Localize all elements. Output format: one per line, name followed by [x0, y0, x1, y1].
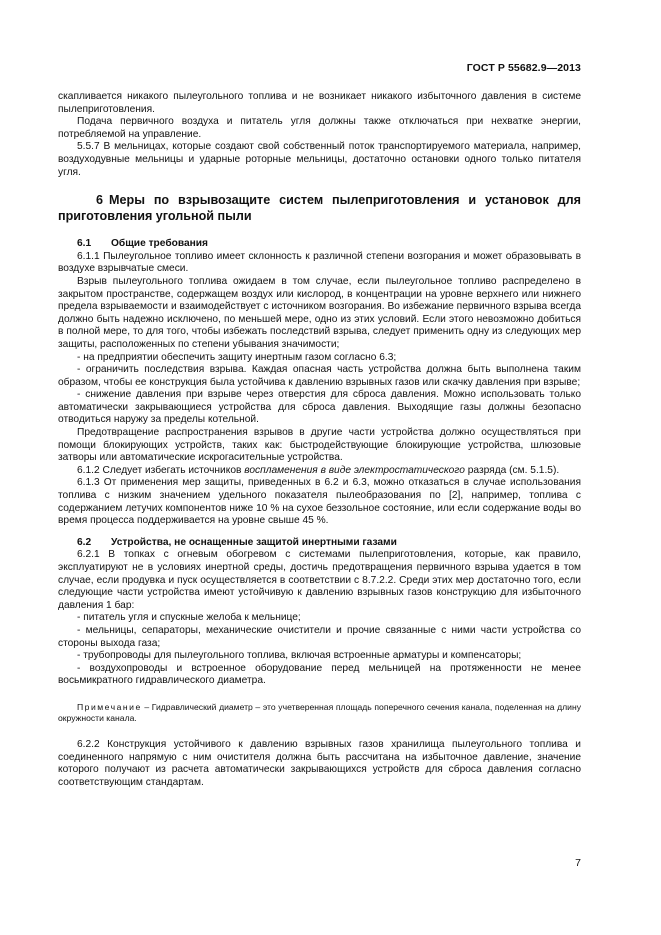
paragraph-6-2-1: 6.2.1 В топках с огневым обогревом с системами пылеприготовления, которые, как правило, эксплуатируют не в условиях инертной среды, достичь предотвращения первичного взрыва удается в том случае, если продувка и пуск осуществляется в соответствии с 8.7.2.2. Среди этих мер достаточно того, если следующие части устройства имеют устойчивую к давлению взрывных газов конструкцию для избыточного давления 1 бар:: [58, 549, 581, 611]
bullet-limit-consequences: - ограничить последствия взрыва. Каждая опасная часть устройства должна быть выполнена таким образом, чтобы ее конструкция была устойчива к давлению взрывных газов или скачку давления при взрыве;: [58, 364, 581, 388]
subsection-6-2-number: 6.2: [77, 536, 92, 548]
list-item-pipelines: - трубопроводы для пылеугольного топлива, включая встроенные арматуры и компенсаторы;: [77, 650, 522, 662]
note-label: Примечание: [77, 701, 142, 712]
subsection-6-1-title: Общие требования: [111, 238, 208, 250]
paragraph-6-1-2-italic: воспламенения в виде электростатического: [244, 464, 465, 476]
bullet-pressure-relief: - снижение давления при взрыве через отверстия для сброса давления. Можно использовать только автоматически закрывающиеся устройства для сброса давления. Выходящие газы должны безопасно отводиться наружу за пределы котельной.: [58, 389, 581, 426]
paragraph-6-1-3: 6.1.3 От применения мер защиты, приведенных в 6.2 и 6.3, можно отказаться в случае использования топлива с низким значением удельного показателя пылеобразования по [2], например, топлива с содержанием летучих компонентов ниже 10 % на сухое беззольное состояние, или если содержание воды во время процесса поддерживается на уровне свыше 45 %.: [58, 477, 581, 527]
list-item-mills: - мельницы, сепараторы, механические очистители и прочие связанные с ними части устройства со стороны выхода газа;: [58, 624, 581, 649]
paragraph-continuation: скапливается никакого пылеугольного топлива и не возникает никакого избыточного давления в системе пылеприготовления.: [58, 91, 581, 115]
section-6-heading: [58, 193, 581, 224]
paragraph-5-5-7: 5.5.7 В мельницах, которые создают свой собственный поток транспортируемого материала, например, воздуходувные мельницы и ударные роторные мельницы, достаточно остановки одного только питателя угля.: [58, 141, 581, 178]
section-6-number: 6: [96, 193, 104, 208]
document-header: ГОСТ Р 55682.9—2013: [466, 62, 581, 74]
paragraph-6-1-2-prefix: 6.1.2 Следует избегать источников: [77, 464, 245, 476]
page-content: [58, 91, 581, 789]
paragraph-6-1-2: [58, 465, 581, 478]
bullet-inert-gas: - на предприятии обеспечить защиту инертным газом согласно 6.3;: [77, 351, 397, 363]
paragraph-primary-air: Подача первичного воздуха и питатель угля должны также отключаться при нехватке энергии, потребляемой на управление.: [58, 116, 581, 140]
list-item-air-ducts: - воздухопроводы и встроенное оборудование перед мельницей на протяженности не менее восьмикратного гидравлического диаметра.: [58, 662, 581, 687]
paragraph-prevent-propagation: Предотвращение распространения взрывов в другие части устройства должно осуществляться при помощи блокирующих устройств, таких как: быстродействующие блокирующие устройства, шлюзовые затворы или автоматические искрогасительные устройства.: [58, 427, 581, 464]
subsection-6-2-title: Устройства, не оснащенные защитой инертными газами: [111, 536, 397, 548]
note-hydraulic-diameter: [58, 702, 581, 725]
paragraph-explosion-conditions: Взрыв пылеугольного топлива ожидаем в том случае, если пылеугольное топливо распределено в закрытом пространстве, содержащем воздух или кислород, в концентрации на уровне верхнего или нижнего предела взрываемости и взаимодействует с источником возгорания. Во избежание первичного взрыва всегда должно быть надежно исключено, по меньшей мере, одно из этих условий. Если этого невозможно добиться в полной мере, то для того, чтобы избежать последствий взрыва, следует применить одну из следующих мер защиты, расположенных по степени убывания значимости;: [58, 275, 581, 350]
note-text: – Гидравлический диаметр – это учетверенная площадь поперечного сечения канала, поделенная на длину окружности канала.: [58, 701, 581, 724]
section-6-title: Меры по взрывозащите систем пылеприготовления и установок для приготовления угольной пыли: [58, 193, 581, 223]
subsection-6-2-heading: [58, 537, 581, 550]
paragraph-6-1-2-suffix: разряда (см. 5.1.5).: [464, 464, 560, 476]
paragraph-6-1-1: 6.1.1 Пылеугольное топливо имеет склонность к различной степени возгорания и может образовывать в воздухе взрывчатые смеси.: [58, 250, 581, 275]
paragraph-6-2-2: 6.2.2 Конструкция устойчивого к давлению взрывных газов хранилища пылеугольного топлива и соединенного напрямую с ним очистителя должна быть рассчитана на избыточное давление, значение которого получают из расчета автоматически закрывающихся устройств для сброса давления согласно соответствующим стандартам.: [58, 738, 581, 788]
list-item-coal-feeder: - питатель угля и спускные желоба к мельнице;: [77, 612, 301, 624]
page-number: 7: [575, 857, 581, 869]
subsection-6-1-heading: [58, 238, 581, 251]
subsection-6-1-number: 6.1: [77, 238, 92, 250]
